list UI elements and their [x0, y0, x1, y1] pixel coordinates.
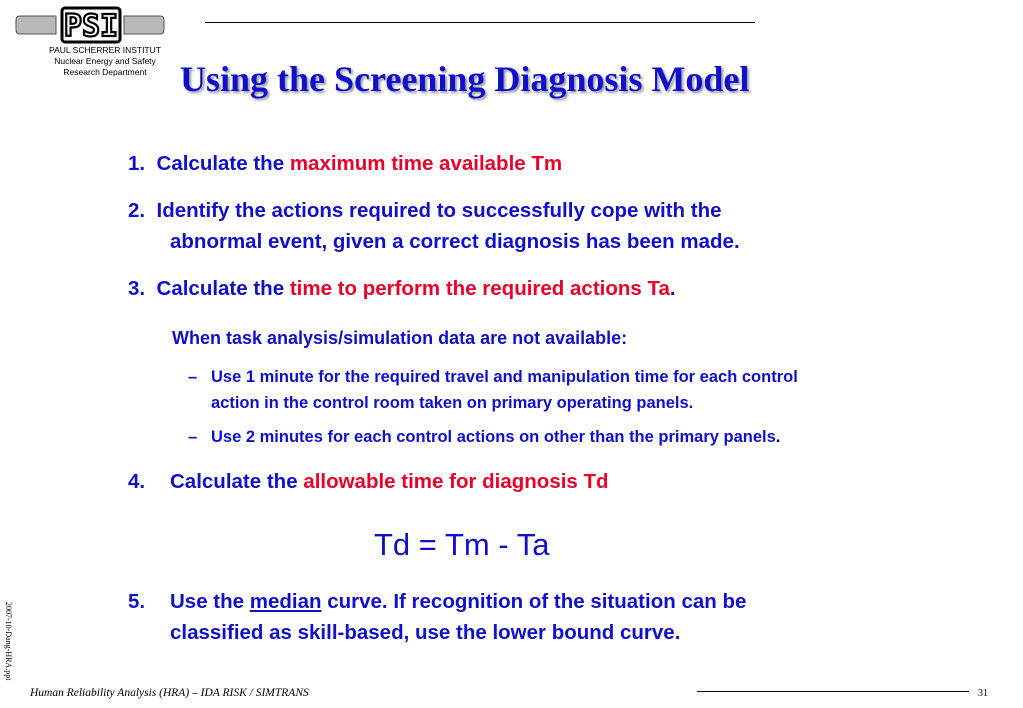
org-division: Nuclear Energy and Safety — [54, 56, 156, 66]
step-3 — [128, 277, 676, 301]
institute-label — [36, 45, 174, 78]
step-4-highlight: allowable time for diagnosis Td — [303, 470, 609, 493]
org-department: Research Department — [63, 67, 147, 77]
step-3-period: . — [669, 277, 676, 300]
step-5-underlined: median — [249, 590, 322, 613]
step-4 — [128, 470, 609, 494]
step-2 — [128, 199, 722, 223]
bullet-dash: – — [188, 428, 198, 446]
step-5-text: Use the — [170, 590, 250, 613]
footer-text: Human Reliability Analysis (HRA) – IDA RISK / SIMTRANS — [30, 687, 309, 699]
step-2-number: 2. — [128, 199, 146, 222]
bullet-dash: – — [188, 368, 198, 386]
step-1-highlight: maximum time available Tm — [289, 152, 563, 175]
step-1 — [128, 152, 562, 176]
footer-rule — [697, 691, 969, 692]
step-3-number: 3. — [128, 277, 146, 300]
step-4-number: 4. — [128, 470, 146, 493]
step-5-text-rest: curve. If recognition of the situation can be — [321, 590, 747, 613]
bullet-2-text: Use 2 minutes for each control actions on other than the primary panels — [211, 428, 776, 446]
bullet-1-line2: action in the control room taken on primary operating panels. — [211, 394, 694, 412]
slide-title: Using the Screening Diagnosis Model — [180, 59, 750, 99]
step-1-number: 1. — [128, 152, 146, 175]
side-file-label: 2007-10-Dang-HRA.ppt — [4, 602, 13, 681]
logo-right-bar — [124, 16, 164, 34]
org-name: PAUL SCHERRER INSTITUT — [49, 45, 161, 55]
psi-logo — [14, 6, 166, 44]
step-5-number: 5. — [128, 590, 146, 613]
step-2-text-line2: abnormal event, given a correct diagnosis has been made. — [170, 230, 740, 253]
formula: Td = Tm - Ta — [374, 527, 550, 562]
step-2-text-line1: Identify the actions required to successfully cope with the — [156, 199, 722, 222]
step-1-text: Calculate the — [156, 152, 290, 175]
bullet-1-line1: Use 1 minute for the required travel and manipulation time for each control — [211, 368, 798, 386]
step-3-sub-intro: When task analysis/simulation data are not available: — [172, 328, 628, 348]
step-4-text: Calculate the — [170, 470, 304, 493]
bullet-2 — [211, 428, 780, 447]
top-rule — [205, 22, 755, 23]
step-3-highlight: time to perform the required actions Ta — [289, 277, 670, 300]
step-5-text-line2: classified as skill-based, use the lower bound curve. — [170, 621, 681, 644]
step-5 — [128, 590, 746, 614]
bullet-2-period: . — [775, 428, 781, 446]
logo-left-bar — [16, 16, 56, 34]
logo-text: PSI — [63, 9, 119, 44]
page-number: 31 — [978, 688, 988, 699]
step-3-text: Calculate the — [156, 277, 290, 300]
